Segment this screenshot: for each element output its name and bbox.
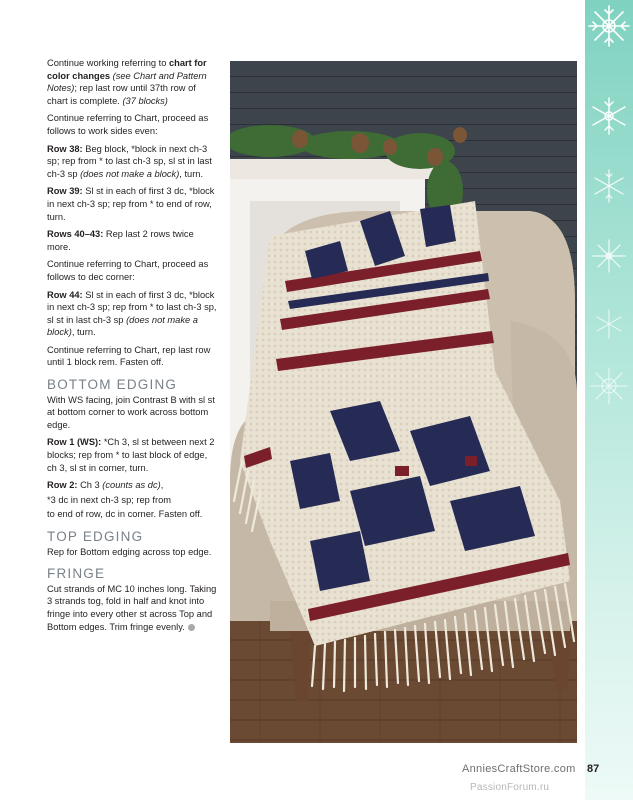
text-span: Beg block, *block in next ch-3 sp; rep from * to last ch-3 sp, sl st in last ch-3 sp xyxy=(47,143,212,179)
italic-span: (37 blocks) xyxy=(122,95,168,106)
paragraph-dec-corner: Continue referring to Chart, proceed as follows to dec corner: xyxy=(47,259,209,282)
paragraph-chart-color xyxy=(47,57,219,107)
row-38 xyxy=(47,143,219,181)
fringe-heading: FRINGE xyxy=(47,566,106,582)
row-label: Row 38: xyxy=(47,143,83,154)
row-label: Row 44: xyxy=(47,289,83,300)
paragraph-fasten-off: Continue referring to Chart, rep last row until 1 block rem. Fasten off. xyxy=(47,344,211,368)
italic-span: (does not make a block) xyxy=(80,168,180,179)
snowflake-icon xyxy=(585,2,633,50)
rows-40-43 xyxy=(47,228,219,253)
snowflake-icon xyxy=(585,362,633,410)
text-span: Continue working referring to xyxy=(47,58,169,68)
row-44 xyxy=(47,289,219,339)
decorative-sidebar xyxy=(585,0,633,800)
text-span: Sl st in each of first 3 dc, *block in next ch-3 sp; rep from * to last ch-3 sp, sl st in last ch-3 sp xyxy=(47,289,217,325)
italic-span: (counts as dc) xyxy=(102,480,161,491)
page-number: 87 xyxy=(587,763,600,775)
row-39 xyxy=(47,185,219,223)
bottom-edging-row-1 xyxy=(47,436,219,474)
text-span: ; rep last row until 37th row of chart is complete. xyxy=(47,83,196,106)
snowflake-icon xyxy=(585,162,633,210)
row-label: Rows 40–43: xyxy=(47,229,104,240)
bottom-edging-heading: BOTTOM EDGING xyxy=(47,377,178,393)
text-span: , turn. xyxy=(179,168,204,179)
text-span: *Ch 3, sl st between next 2 blocks; rep from * to last block of edge, ch 3, sl st in corner, turn. xyxy=(47,437,215,473)
afghan-photo xyxy=(230,61,577,743)
pattern-instructions xyxy=(47,57,219,638)
snowflake-icon xyxy=(585,232,633,280)
fringe-text xyxy=(47,583,219,633)
top-edging-text: Rep for Bottom edging across top edge. xyxy=(47,546,212,557)
bottom-edging-intro: With WS facing, join Contrast B with sl st at bottom corner to work across bottom edge. xyxy=(47,394,215,430)
afghan-photo-illustration xyxy=(230,61,577,743)
end-bullet-icon xyxy=(188,624,195,631)
italic-span: (does not make a block) xyxy=(47,314,198,338)
text-span: Cut strands of MC 10 inches long. Taking 3 strands tog, fold in half and knot into fringe into every other st across Top and Bottom edges. Trim fringe evenly. xyxy=(47,583,217,632)
text-span: , turn. xyxy=(71,327,96,338)
text-span: Sl st in each of first 3 dc, *block in next ch-3 sp; rep from * to end of row, turn. xyxy=(47,186,215,222)
italic-span: (see Chart and Pattern Notes) xyxy=(47,70,207,94)
row-label: Row 39: xyxy=(47,186,83,197)
text-span: , xyxy=(160,480,164,491)
bottom-edging-row-2-line-2: *3 dc in next ch-3 sp; rep from xyxy=(47,494,172,505)
snowflake-icon xyxy=(585,300,633,348)
footer-website: AnniesCraftStore.com xyxy=(462,763,576,775)
row-label: Row 1 (WS): xyxy=(47,437,102,448)
paragraph-sides-even: Continue referring to Chart, proceed as follows to work sides even: xyxy=(47,113,209,136)
bold-span: chart for color changes xyxy=(47,58,207,81)
bottom-edging-row-2-line-3: to end of row, dc in corner. Fasten off. xyxy=(47,509,203,520)
watermark: PassionForum.ru xyxy=(470,782,550,793)
bottom-edging-row-2 xyxy=(47,479,219,492)
row-label: Row 2: xyxy=(47,480,78,491)
snowflake-icon xyxy=(585,92,633,140)
top-edging-heading: TOP EDGING xyxy=(47,529,144,544)
text-span: Ch 3 xyxy=(77,480,103,491)
text-span: Rep last 2 rows twice more. xyxy=(47,229,194,252)
